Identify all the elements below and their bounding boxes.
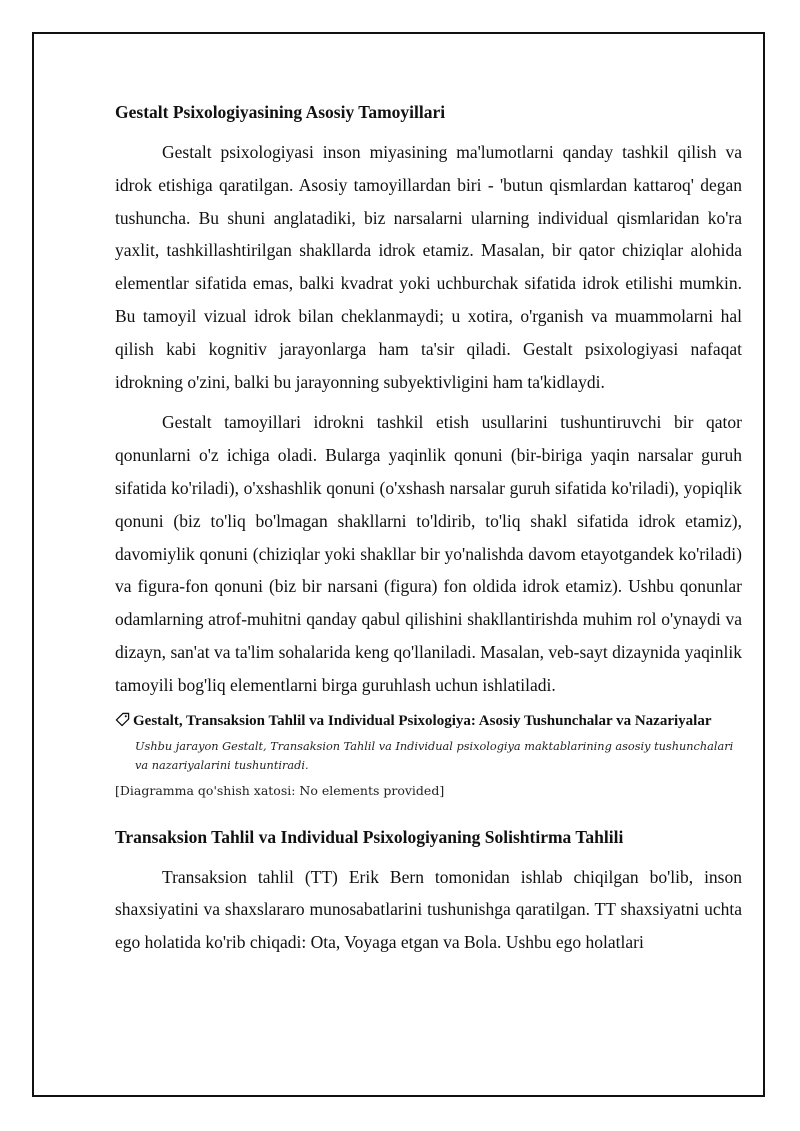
- figure-title-text: Gestalt, Transaksion Tahlil va Individual Psixologiya: Asosiy Tushunchalar va Nazariyalar: [133, 712, 712, 729]
- figure-block: [115, 710, 742, 801]
- tag-icon: [115, 712, 133, 734]
- paragraph: Gestalt psixologiyasi inson miyasining ma'lumotlarni qanday tashkil qilish va idrok etishiga qaratilgan. Asosiy tamoyillardan biri - 'butun qismlardan kattaroq' degan tushuncha. Bu shuni anglatadiki, biz narsalarni ularning individual qismlaridan ko'ra yaxlit, tashkillashtirilgan shakllarda idrok etamiz. Masalan, bir qator chiziqlar alohida elementlar sifatida emas, balki kvadrat yoki uchburchak sifatida idrok etilishi mumkin. Bu tamoyil vizual idrok bilan cheklanmaydi; u xotira, o'rganish va muammolarni hal qilish kabi kognitiv jarayonlarga ham ta'sir qiladi. Gestalt psixologiyasi nafaqat idrokning o'zini, balki bu jarayonning subyektivligini ham ta'kidlaydi.: [115, 142, 742, 392]
- figure-title: [115, 710, 742, 734]
- paragraph: Gestalt tamoyillari idrokni tashkil etish usullarini tushuntiruvchi bir qator qonunlarni o'z ichiga oladi. Bularga yaqinlik qonuni (bir-biriga yaqin narsalar guruh sifatida ko'riladi), o'xshashlik qonuni (o'xshash narsalar guruh sifatida ko'riladi), yopiqlik qonuni (biz to'liq bo'lmagan shakllarni to'ldirib, to'liq shakl sifatida idrok etamiz), davomiylik qonuni (chiziqlar yoki shakllar bir yo'nalishda davom etayotgandek ko'riladi) va figura-fon qonuni (biz bir narsani (figura) fon oldida idrok etamiz). Ushbu qonunlar odamlarning atrof-muhitni qanday qabul qilishini shakllantirishda muhim rol o'ynaydi va dizayn, san'at va ta'lim sohalarida keng qo'llaniladi. Masalan, veb-sayt dizaynida yaqinlik tamoyili bog'liq elementlarni birga guruhlash uchun ishlatiladi.: [115, 412, 742, 695]
- figure-caption: Ushbu jarayon Gestalt, Transaksion Tahlil va Individual psixologiya maktablarining asosiy tushunchalari va nazariyalarini tushuntiradi.: [135, 739, 734, 772]
- paragraph: Transaksion tahlil (TT) Erik Bern tomonidan ishlab chiqilgan bo'lib, inson shaxsiyatini va shaxslararo munosabatlarini tushunishga qaratilgan. TT shaxsiyatni uchta ego holatida ko'rib chiqadi: Ota, Voyaga etgan va Bola. Ushbu ego holatlari: [115, 866, 742, 953]
- document-content: [115, 96, 742, 959]
- diagram-error-message: [Diagramma qo'shish xatosi: No elements provided]: [115, 782, 445, 798]
- section-heading: Gestalt Psixologiyasining Asosiy Tamoyillari: [115, 102, 446, 122]
- section-heading: Transaksion Tahlil va Individual Psixologiyaning Solishtirma Tahlili: [115, 826, 624, 847]
